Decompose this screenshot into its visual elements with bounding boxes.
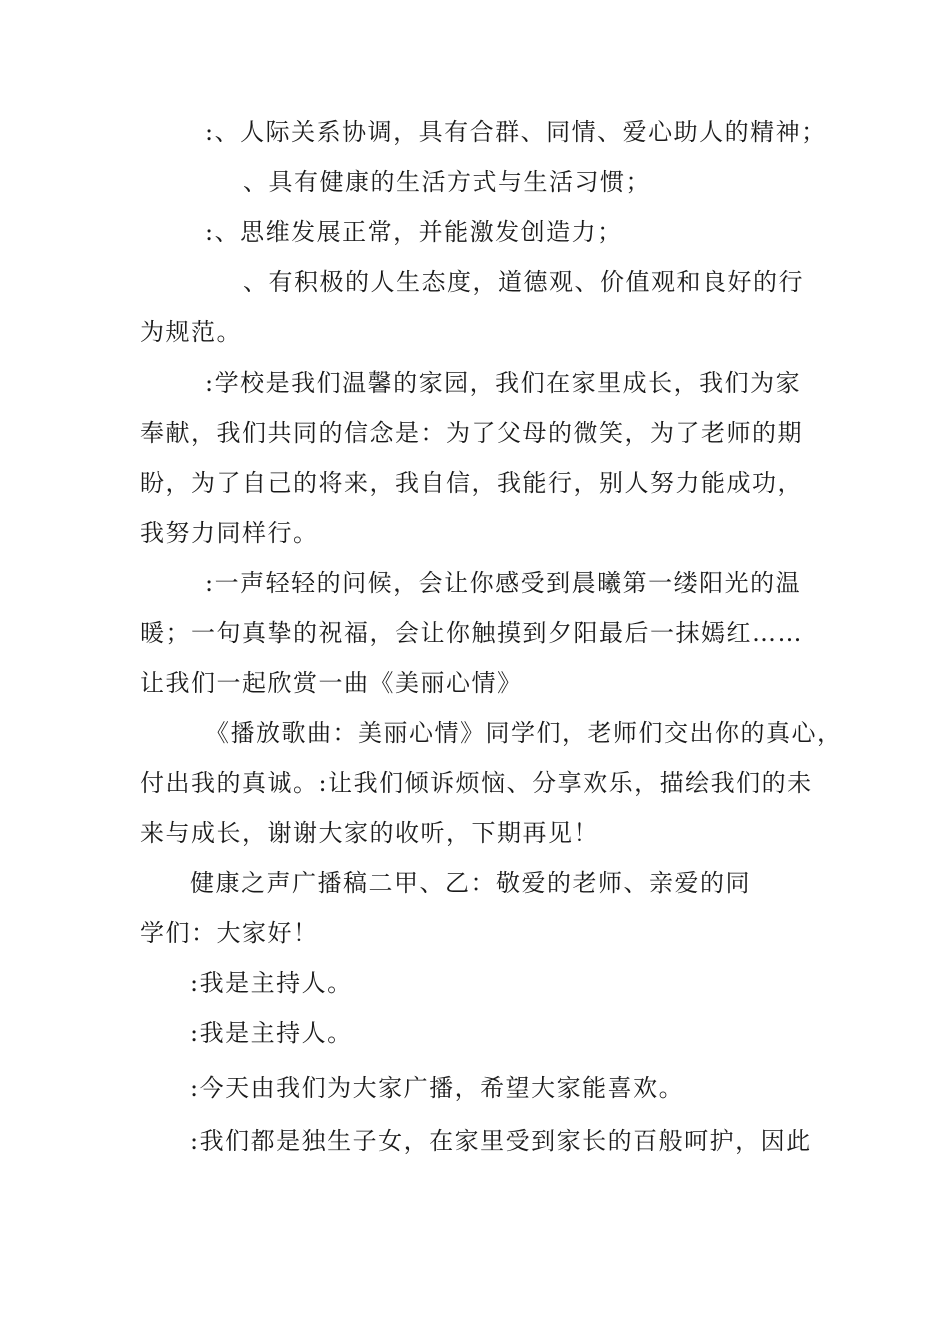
text-line: 健康之声广播稿二甲、乙：敬爱的老师、亲爱的同 bbox=[190, 869, 751, 897]
text-line: 来与成长，谢谢大家的收听，下期再见！ bbox=[140, 819, 599, 847]
text-line: 《播放歌曲：美丽心情》同学们，老师们交出你的真心， bbox=[205, 719, 843, 747]
text-line: :我是主持人。 bbox=[190, 1019, 353, 1047]
text-line: :一声轻轻的问候，会让你感受到晨曦第一缕阳光的温 bbox=[205, 569, 802, 597]
text-line: :、人际关系协调，具有合群、同情、爱心助人的精神； bbox=[205, 118, 827, 146]
text-line: 付出我的真诚。:让我们倾诉烦恼、分享欢乐，描绘我们的未 bbox=[140, 769, 813, 797]
text-line: 暖；一句真挚的祝福，会让你触摸到夕阳最后一抹嫣红…… bbox=[140, 619, 803, 647]
text-line: 、具有健康的生活方式与生活习惯； bbox=[243, 168, 651, 196]
text-line: :我们都是独生子女，在家里受到家长的百般呵护，因此 bbox=[190, 1127, 812, 1155]
text-line: 我努力同样行。 bbox=[140, 519, 319, 547]
text-line: 盼，为了自己的将来，我自信，我能行，别人努力能成功， bbox=[140, 469, 803, 497]
text-line: :、思维发展正常，并能激发创造力； bbox=[205, 218, 623, 246]
text-line: 、有积极的人生态度，道德观、价值观和良好的行 bbox=[243, 268, 804, 296]
text-line: :我是主持人。 bbox=[190, 969, 353, 997]
text-line: :学校是我们温馨的家园，我们在家里成长，我们为家 bbox=[205, 369, 802, 397]
text-line: 为规范。 bbox=[140, 318, 242, 346]
text-line: 学们：大家好！ bbox=[140, 919, 319, 947]
text-line: :今天由我们为大家广播，希望大家能喜欢。 bbox=[190, 1074, 685, 1102]
text-line: 奉献，我们共同的信念是：为了父母的微笑，为了老师的期 bbox=[140, 419, 803, 447]
text-line: 让我们一起欣赏一曲《美丽心情》 bbox=[140, 669, 523, 697]
